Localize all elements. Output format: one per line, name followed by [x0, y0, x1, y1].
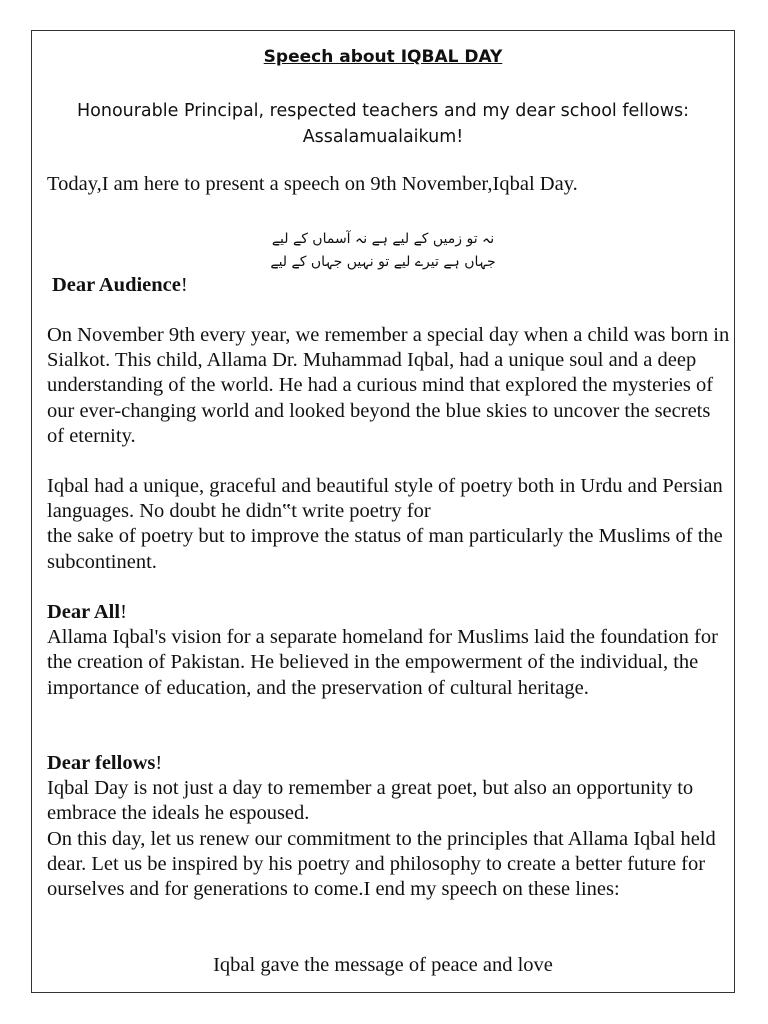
intro-paragraph: Today,I am here to present a speech on 9th November,Iqbal Day.: [47, 173, 578, 195]
couplet-line-2: جہاں ہے تیرے لیے تو نہیں جہاں کے لیے: [270, 254, 496, 270]
salutation-line-2: Assalamualaikum!: [302, 127, 464, 147]
greeting-all-label: Dear All: [47, 601, 121, 623]
paragraph-2-line-2: the sake of poetry but to improve the status of man particularly the Muslims of the subcontinent.: [47, 525, 723, 573]
closing-line: Iqbal gave the message of peace and love: [213, 954, 553, 976]
salutation-line-1: Honourable Principal, respected teachers and my dear school fellows:: [76, 101, 690, 121]
section-dear-fellows: [47, 751, 731, 902]
greeting-audience-label: Dear Audience: [52, 274, 181, 296]
document-page: [31, 30, 735, 993]
greeting-fellows-label: Dear fellows: [47, 752, 156, 774]
greeting-audience: [52, 273, 736, 298]
greeting-all: [47, 600, 731, 625]
paragraph-4-line-1: Iqbal Day is not just a day to remember a great poet, but also an opportunity to embrace the ideals he espoused.: [47, 777, 694, 825]
paragraph-1: On November 9th every year, we remember a special day when a child was born in Sialkot. This child, Allama Dr. Muhammad Iqbal, had a unique soul and a deep understanding of the world. He had a curious mind that explored the mysteries of our ever-changing world and looked beyond the blue skies to uncover the secrets of eternity.: [47, 324, 730, 447]
salutation: [32, 98, 734, 150]
paragraph-2: [47, 474, 731, 575]
urdu-couplet: [32, 228, 734, 274]
section-dear-all: [47, 600, 731, 701]
couplet-line-1: نہ تو زمیں کے لیے ہے نہ آسماں کے لیے: [271, 231, 495, 247]
document-title: Speech about IQBAL DAY: [263, 47, 503, 67]
paragraph-2-line-1: Iqbal had a unique, graceful and beautiful style of poetry both in Urdu and Persian languages. No doubt he didn‟t write poetry for: [47, 475, 723, 523]
paragraph-3: Allama Iqbal's vision for a separate homeland for Muslims laid the foundation for the creation of Pakistan. He believed in the empowerment of the individual, the importance of education, and the preservation of cultural heritage.: [47, 626, 718, 699]
exclaim-mark: !: [120, 601, 127, 623]
exclaim-mark: !: [180, 274, 188, 296]
greeting-fellows: [47, 751, 731, 776]
paragraph-4-line-2: On this day, let us renew our commitment to the principles that Allama Iqbal held dear. Let us be inspired by his poetry and philosophy to create a better future for ourselves and for generations to come.I end my speech on these lines:: [47, 827, 716, 901]
exclaim-mark: !: [155, 752, 163, 774]
